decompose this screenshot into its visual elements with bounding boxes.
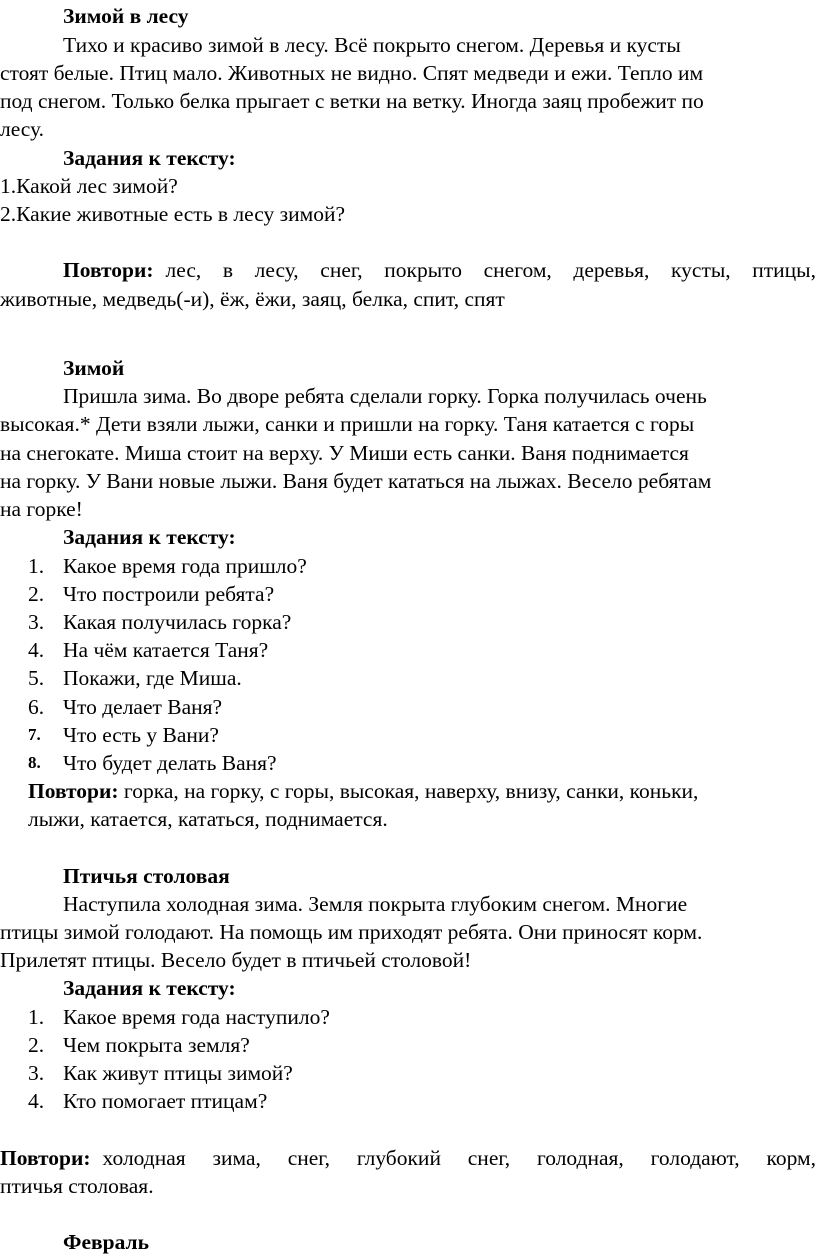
- repeat-line: [0, 257, 816, 283]
- task-item: На чём катается Таня?: [63, 638, 269, 662]
- task-item: Как живут птицы зимой?: [63, 1061, 293, 1085]
- section-title: Зимой в лесу: [63, 4, 189, 28]
- paragraph-line: лесу.: [0, 117, 45, 141]
- list-number: 6.: [28, 695, 45, 719]
- paragraph-line: Наступила холодная зима. Земля покрыта глубоким снегом. Многие: [63, 892, 688, 916]
- list-number: 1.: [28, 554, 45, 578]
- list-number: 7.: [28, 725, 41, 744]
- paragraph-line: высокая.* Дети взяли лыжи, санки и пришли на горку. Таня катается с горы: [0, 412, 695, 436]
- repeat-label: Повтори:: [0, 1146, 91, 1170]
- repeat-line: [0, 1145, 816, 1171]
- paragraph-line: под снегом. Только белка прыгает с ветки на ветку. Иногда заяц пробежит по: [0, 89, 704, 113]
- list-number: 3.: [28, 1061, 45, 1085]
- task-item: Какое время года наступило?: [63, 1005, 330, 1029]
- task-item: Какое время года пришло?: [63, 554, 307, 578]
- paragraph-line: на горку. У Вани новые лыжи. Ваня будет кататься на лыжах. Весело ребятам: [0, 469, 712, 493]
- list-number: 1.: [28, 1005, 45, 1029]
- paragraph-line: Пришла зима. Во дворе ребята сделали горку. Горка получилась очень: [63, 384, 707, 408]
- paragraph-line: на горке!: [0, 497, 83, 521]
- task-item: Что есть у Вани?: [63, 723, 219, 747]
- paragraph-line: Прилетят птицы. Весело будет в птичьей столовой!: [0, 948, 472, 972]
- list-number: 4.: [28, 638, 45, 662]
- list-number: 3.: [28, 610, 45, 634]
- tasks-title: Задания к тексту:: [63, 976, 236, 1000]
- repeat-words: лес, в лесу, снег, покрыто снегом, деревья, кусты, птицы,: [165, 258, 816, 282]
- repeat-line: [28, 778, 698, 804]
- task-item: Что построили ребята?: [63, 582, 275, 606]
- list-number: 2.: [28, 1033, 45, 1057]
- list-number: 8.: [28, 753, 41, 772]
- tasks-title: Задания к тексту:: [63, 525, 236, 549]
- task-item: Покажи, где Миша.: [63, 666, 242, 690]
- section-title: Февраль: [63, 1230, 149, 1254]
- paragraph-line: птицы зимой голодают. На помощь им приходят ребята. Они приносят корм.: [0, 920, 703, 944]
- task-item: 2.Какие животные есть в лесу зимой?: [0, 202, 346, 226]
- repeat-words: холодная зима, снег, глубокий снег, голодная, голодают, корм,: [102, 1146, 816, 1170]
- repeat-words: горка, на горку, с горы, высокая, наверху, внизу, санки, коньки,: [123, 779, 699, 803]
- task-item: Кто помогает птицам?: [63, 1089, 268, 1113]
- tasks-title: Задания к тексту:: [63, 146, 236, 170]
- paragraph-line: Тихо и красиво зимой в лесу. Всё покрыто снегом. Деревья и кусты: [63, 33, 681, 57]
- paragraph-line: стоят белые. Птиц мало. Животных не видно. Спят медведи и ежи. Тепло им: [0, 61, 704, 85]
- paragraph-line: на снегокате. Миша стоит на верху. У Миши есть санки. Ваня поднимается: [0, 441, 689, 465]
- repeat-words: лыжи, катается, кататься, поднимается.: [28, 807, 388, 831]
- list-number: 2.: [28, 582, 45, 606]
- task-item: Какая получилась горка?: [63, 610, 292, 634]
- repeat-label: Повтори:: [28, 779, 119, 803]
- task-item: Чем покрыта земля?: [63, 1033, 250, 1057]
- task-item: Что делает Ваня?: [63, 695, 223, 719]
- section-title: Птичья столовая: [63, 864, 230, 888]
- repeat-words: птичья столовая.: [0, 1174, 154, 1198]
- list-number: 5.: [28, 666, 45, 690]
- task-item: 1.Какой лес зимой?: [0, 174, 178, 198]
- repeat-label: Повтори:: [63, 258, 154, 282]
- task-item: Что будет делать Ваня?: [63, 751, 277, 775]
- list-number: 4.: [28, 1089, 45, 1113]
- section-title: Зимой: [63, 356, 125, 380]
- repeat-words: животные, медведь(-и), ёж, ёжи, заяц, белка, спит, спят: [0, 287, 505, 311]
